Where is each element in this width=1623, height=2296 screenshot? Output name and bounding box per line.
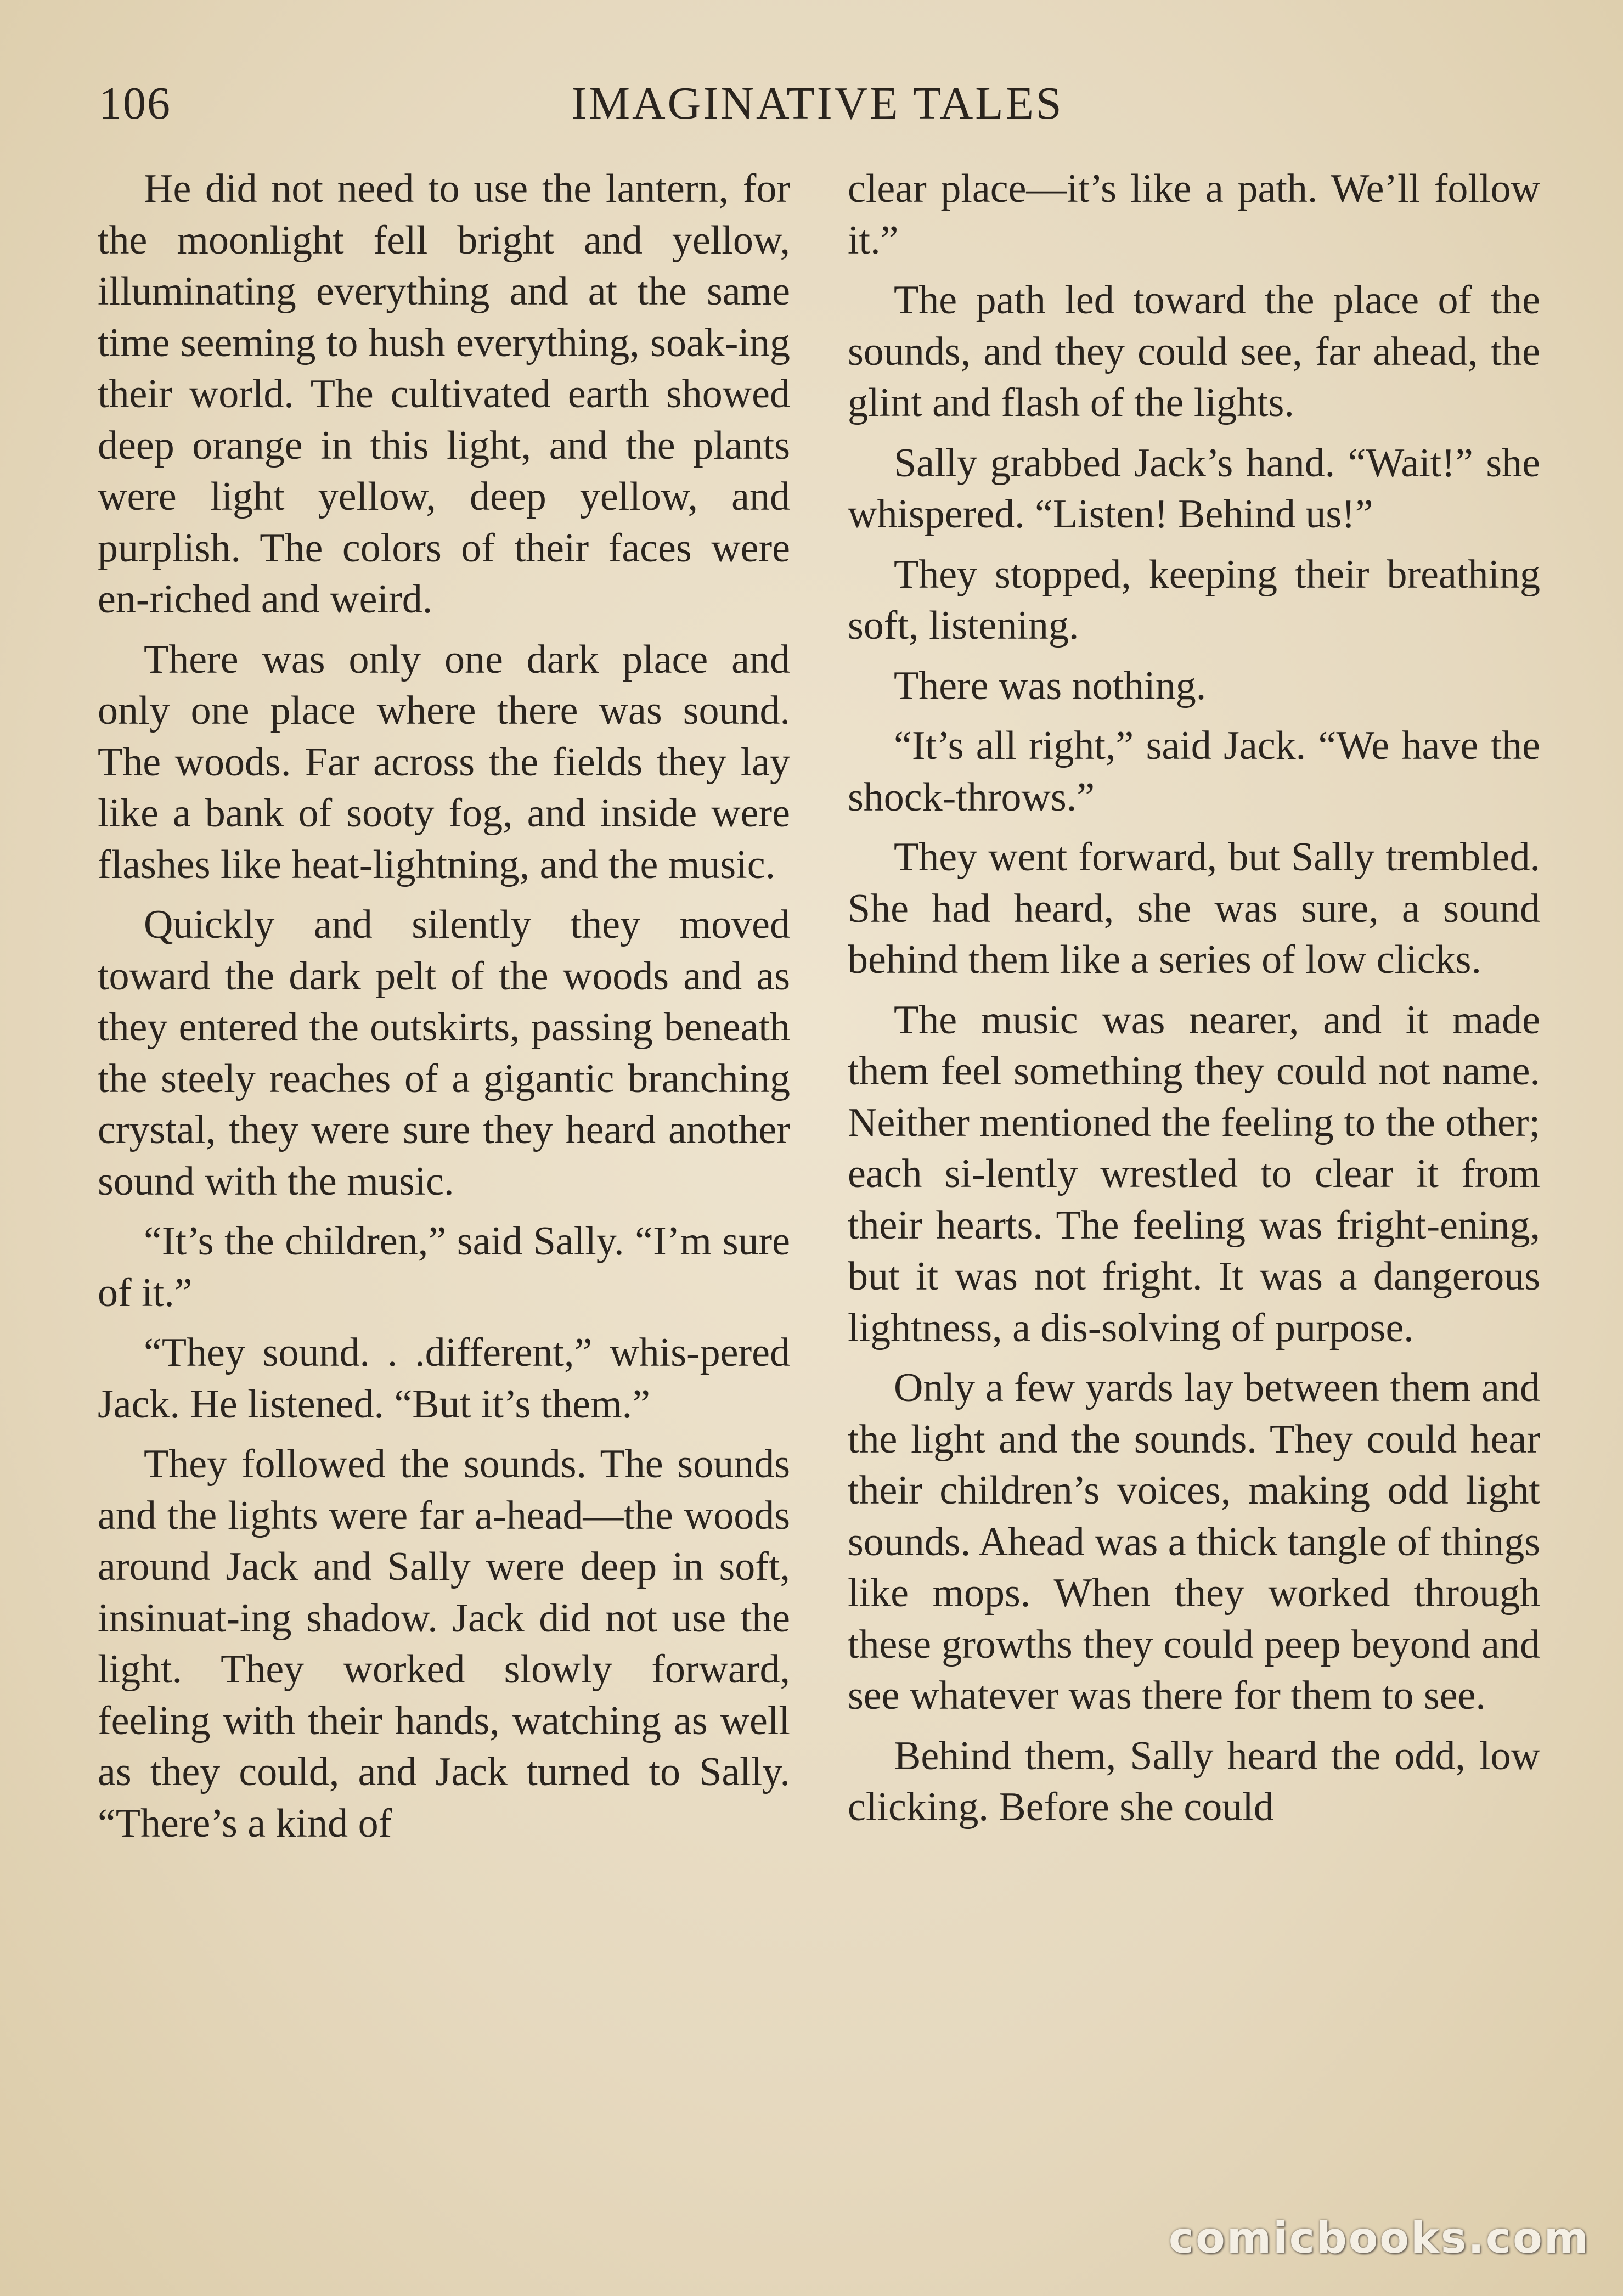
paragraph: “They sound. . .different,” whis-pered Jack. He listened. “But it’s them.” bbox=[98, 1330, 790, 1427]
paragraph: “It’s all right,” said Jack. “We have the shock-throws.” bbox=[848, 723, 1540, 820]
paragraph: Only a few yards lay between them and the light and the sounds. They could hear their children’s voices, making odd light sounds. Ahead was a thick tangle of things like mops. When they worked through these growths they could peep beyond and see whatever was there for them to see. bbox=[848, 1365, 1540, 1718]
paragraph: They followed the sounds. The sounds and the lights were far a-head—the woods around Jack and Sally were deep in soft, insinuat-ing shadow. Jack did not use the light. They worked slowly forward, feeling with their hands, watching as well as they could, and Jack turned to Sally. “There’s a kind of bbox=[98, 1442, 790, 1846]
paragraph: “It’s the children,” said Sally. “I’m sure of it.” bbox=[98, 1219, 790, 1315]
paragraph-continuation: clear place—it’s like a path. We’ll follow it.” bbox=[848, 166, 1540, 263]
paragraph: Quickly and silently they moved toward the dark pelt of the woods and as they entered the outskirts, passing beneath the steely reaches of a gigantic branching crystal, they were sure they heard another sound with the music. bbox=[98, 902, 790, 1204]
page-number: 106 bbox=[99, 78, 171, 129]
paragraph: He did not need to use the lantern, for the moonlight fell bright and yellow, illuminating everything and at the same time seeming to hush everything, soak-ing their world. The cultivated earth showed deep orange in this light, and the plants were light yellow, deep yellow, and purplish. The colors of their faces were en-riched and weird. bbox=[98, 166, 790, 622]
paragraph: Sally grabbed Jack’s hand. “Wait!” she whispered. “Listen! Behind us!” bbox=[848, 440, 1540, 537]
running-title: IMAGINATIVE TALES bbox=[571, 78, 1064, 129]
paragraph: Behind them, Sally heard the odd, low clicking. Before she could bbox=[848, 1733, 1540, 1830]
paragraph: They went forward, but Sally trembled. She had heard, she was sure, a sound behind them like a series of low clicks. bbox=[848, 835, 1540, 982]
paragraph: There was nothing. bbox=[894, 663, 1207, 708]
paragraph: The music was nearer, and it made them feel something they could not name. Neither mentioned the feeling to the other; each si-lently wrestled to clear it from their hearts. The feeling was fright-ening, but it was not fright. It was a dangerous lightness, a dis-solving of purpose. bbox=[848, 997, 1540, 1350]
left-column bbox=[98, 164, 790, 1858]
paragraph: There was only one dark place and only one place where there was sound. The woods. Far across the fields they lay like a bank of sooty fog, and inside were flashes like heat-lightning, and the music. bbox=[98, 637, 790, 887]
right-column bbox=[848, 164, 1540, 1842]
paragraph: They stopped, keeping their breathing soft, listening. bbox=[848, 552, 1540, 648]
page-header bbox=[99, 77, 1536, 148]
watermark-logo: comicbooks.com bbox=[1168, 2214, 1590, 2263]
paragraph: The path led toward the place of the sounds, and they could see, far ahead, the glint and flash of the lights. bbox=[848, 278, 1540, 425]
